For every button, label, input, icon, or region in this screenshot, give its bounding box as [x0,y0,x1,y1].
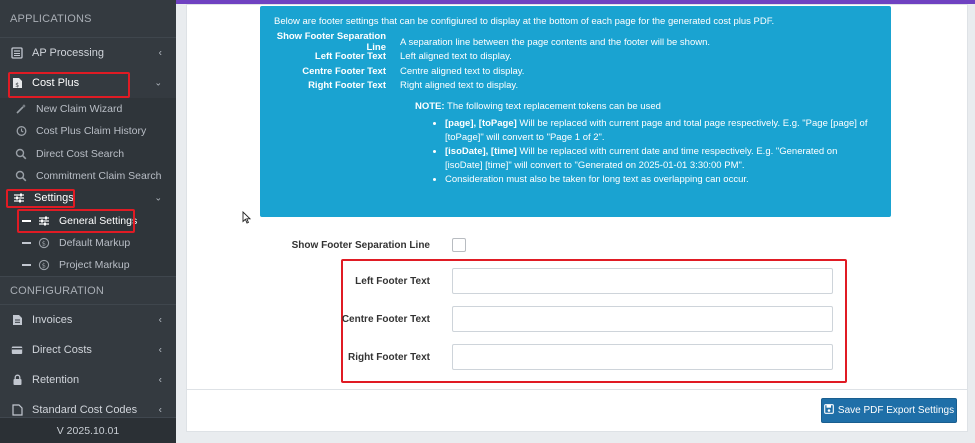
sliders-icon [37,214,51,228]
sidebar-item-label: Retention [32,374,80,387]
svg-text:$: $ [41,239,46,248]
wand-icon [14,102,28,116]
document-dollar-icon [10,76,24,90]
separation-line-checkbox[interactable] [452,238,466,252]
svg-text:$: $ [14,82,19,89]
chevron-left-icon: ‹ [158,47,162,59]
search-icon [14,169,28,183]
token-desc: Consideration must also be taken for long text as overlapping can occur. [445,174,749,185]
token-desc: Will be replaced with current date and time respectively. E.g. "Generated on [isoDate] [time]" will convert to "Generated on 2025-01-01 3:30:00 PM". [445,146,838,171]
document-icon [10,403,24,417]
sliders-icon [12,191,26,205]
list-item [445,173,877,187]
history-icon [14,124,28,138]
save-icon [824,404,834,417]
note-text: The following text replacement tokens can be used [447,101,661,112]
sidebar-item-label: General Settings [59,214,138,227]
note-line [415,101,877,112]
sidebar-item-cost-plus[interactable] [0,68,176,98]
left-footer-label: Left Footer Text [355,276,430,287]
definition-term: Show Footer Separation Line [276,31,386,54]
right-footer-input[interactable] [452,344,833,370]
sidebar-item-retention[interactable] [0,365,176,395]
calculator-icon [10,46,24,60]
chevron-left-icon: ‹ [158,374,162,386]
sidebar-item-new-claim-wizard[interactable] [0,98,176,120]
dollar-circle-icon [37,258,51,272]
right-footer-label: Right Footer Text [347,352,430,363]
dash-marker [22,264,31,266]
sidebar-item-label: Commitment Claim Search [36,170,162,183]
token-desc: Will be replaced with current page and total page respectively. E.g. "Page [page] of [toPage]" will convert to "Page 1 of 2". [445,118,868,143]
sidebar-item-label: Standard Cost Codes [32,404,138,417]
configuration-heading: CONFIGURATION [0,276,176,305]
sidebar-item-invoices[interactable] [0,305,176,335]
sidebar-item-direct-cost-search[interactable] [0,143,176,165]
note-label: NOTE: [415,101,445,112]
sidebar-item-default-markup[interactable] [0,232,176,254]
save-button-label: Save PDF Export Settings [837,405,955,416]
sidebar-item-ap-processing[interactable] [0,38,176,68]
definition-desc: A separation line between the page contents and the footer will be shown. [400,36,711,48]
centre-footer-input[interactable] [452,306,833,332]
sidebar-item-general-settings[interactable] [0,209,176,231]
sidebar-item-label: Settings [34,192,74,205]
sidebar-item-settings[interactable] [0,187,176,209]
search-icon [14,147,28,161]
left-footer-input[interactable] [452,268,833,294]
settings-submenu [0,209,176,276]
list-item [445,117,877,144]
sidebar [0,0,176,443]
definition-row [274,50,877,65]
chevron-left-icon: ‹ [158,404,162,416]
cost-plus-submenu [0,98,176,276]
sidebar-item-project-markup[interactable] [0,254,176,276]
version-label: V 2025.10.01 [0,417,176,443]
sidebar-item-label: Direct Costs [32,344,92,357]
definition-row [274,64,877,79]
sidebar-item-label: Default Markup [59,236,131,249]
definition-desc: Right aligned text to display. [400,80,519,92]
sidebar-item-label: Invoices [32,314,73,327]
sidebar-item-label: Project Markup [59,259,130,272]
sidebar-item-commitment-claim-search[interactable] [0,165,176,187]
separation-line-label: Show Footer Separation Line [291,240,430,251]
token-names: [isoDate], [time] [445,146,517,157]
sidebar-item-cost-plus-claim-history[interactable] [0,120,176,142]
definition-desc: Left aligned text to display. [400,51,512,63]
definition-term: Centre Footer Text [302,65,386,77]
credit-card-icon [10,343,24,357]
definition-desc: Centre aligned text to display. [400,65,525,77]
dollar-circle-icon [37,236,51,250]
centre-footer-label: Centre Footer Text [341,314,430,325]
save-pdf-export-settings-button[interactable] [821,398,957,423]
definition-row [274,31,877,54]
mouse-cursor-icon [242,211,251,227]
applications-heading: APPLICATIONS [0,0,176,38]
definition-term: Right Footer Text [308,80,386,92]
dash-marker [22,242,31,244]
sidebar-item-label: Cost Plus Claim History [36,125,147,138]
chevron-down-icon: ⌄ [154,77,162,88]
sidebar-item-label: Cost Plus [32,77,80,89]
chevron-down-icon: ⌄ [154,192,162,203]
card-footer-divider [187,389,967,390]
sidebar-item-label: AP Processing [32,47,104,59]
info-callout [260,6,891,217]
sidebar-item-direct-costs[interactable] [0,335,176,365]
lock-icon [10,373,24,387]
token-names: [page], [toPage] [445,118,517,129]
definition-row [274,79,877,94]
list-item [445,145,877,172]
sidebar-item-label: Direct Cost Search [36,147,125,160]
chevron-left-icon: ‹ [158,344,162,356]
dash-marker [22,220,31,222]
sidebar-item-label: New Claim Wizard [36,103,123,116]
definition-term: Left Footer Text [314,51,386,63]
chevron-left-icon: ‹ [158,314,162,326]
invoice-icon [10,313,24,327]
info-intro: Below are footer settings that can be configiured to display at the bottom of each page for the generated cost plus PDF. [274,16,775,27]
svg-text:$: $ [41,261,46,270]
token-list [431,117,877,187]
